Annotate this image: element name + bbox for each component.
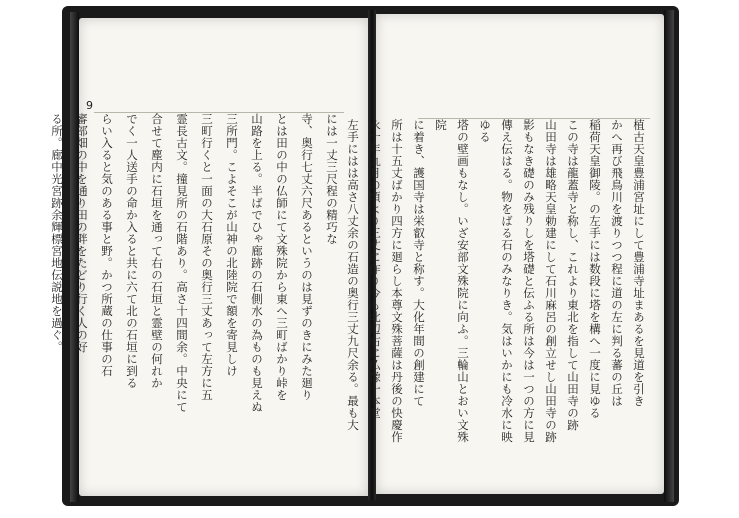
- left-page-text: には一丈三尺程の精巧な 寺、奥行七丈六尺あるというのは見ずのきにみた廻り とは田の中の仏師にて文殊院から東へ三町ばかり峠を 山路を上る。半ばでひゃ廊跡の石側水の為ものも見えぬ 三所門。こよそこが山神の北陸院で額を寄見しけ 三町行くと一面の大石原その奥行三丈あって左方に五 霊長古文。撞見所の石階あり。高さ十四間余。中央にて 合せて塵内に石垣を通って右の石垣と霊壁の何れか でく一人送手の命か入ると共に六て北の石垣に到る らい入ると気のある事と野。かつ所蔵の仕事の石 審部畑の中を通り田の畔をたどり行く人の好 る所。廊中光宮跡余輝標宮地伝説地を過ぐ。: [94, 112, 344, 453]
- right-page-text: 植古天皇豊浦宮址にして豊浦寺址まあるを見道を引き かへ再び飛鳥川を渡りつつ程に道の左に判る蕃の丘は 稲荷天皇御陵。の左手には数段に塔を構へ一度に見ゆる この寺は龍蓋寺と称し、これより東北を指して山田寺の跡 山田寺は雄略天皇勅建にして石川麻呂の創立せし山田寺の跡 影もなき礎のみ残りしを塔礎と伝ふる所は今は一つの方に見 傳え伝はる。物をばる石のみなりき。気はいかにも冷水に映ゆる 塔の壁画もなし。いざ安部文殊院に向ふ。三輪山とおい文殊院 に着き、護国寺は栄叡寺と称す。大化年間の創建にて 所は十五丈ばかり四方に廻らし本尊文殊菩薩は丹後の快慶作 永十年九月の頃より三丈に作り今も北辺右に仏像一本堂 左手にはは高さ八丈余の石造の奥行三丈九尺余る。最も大: [418, 118, 650, 449]
- right-page-edge: [664, 10, 674, 502]
- page-number: 9: [86, 99, 93, 112]
